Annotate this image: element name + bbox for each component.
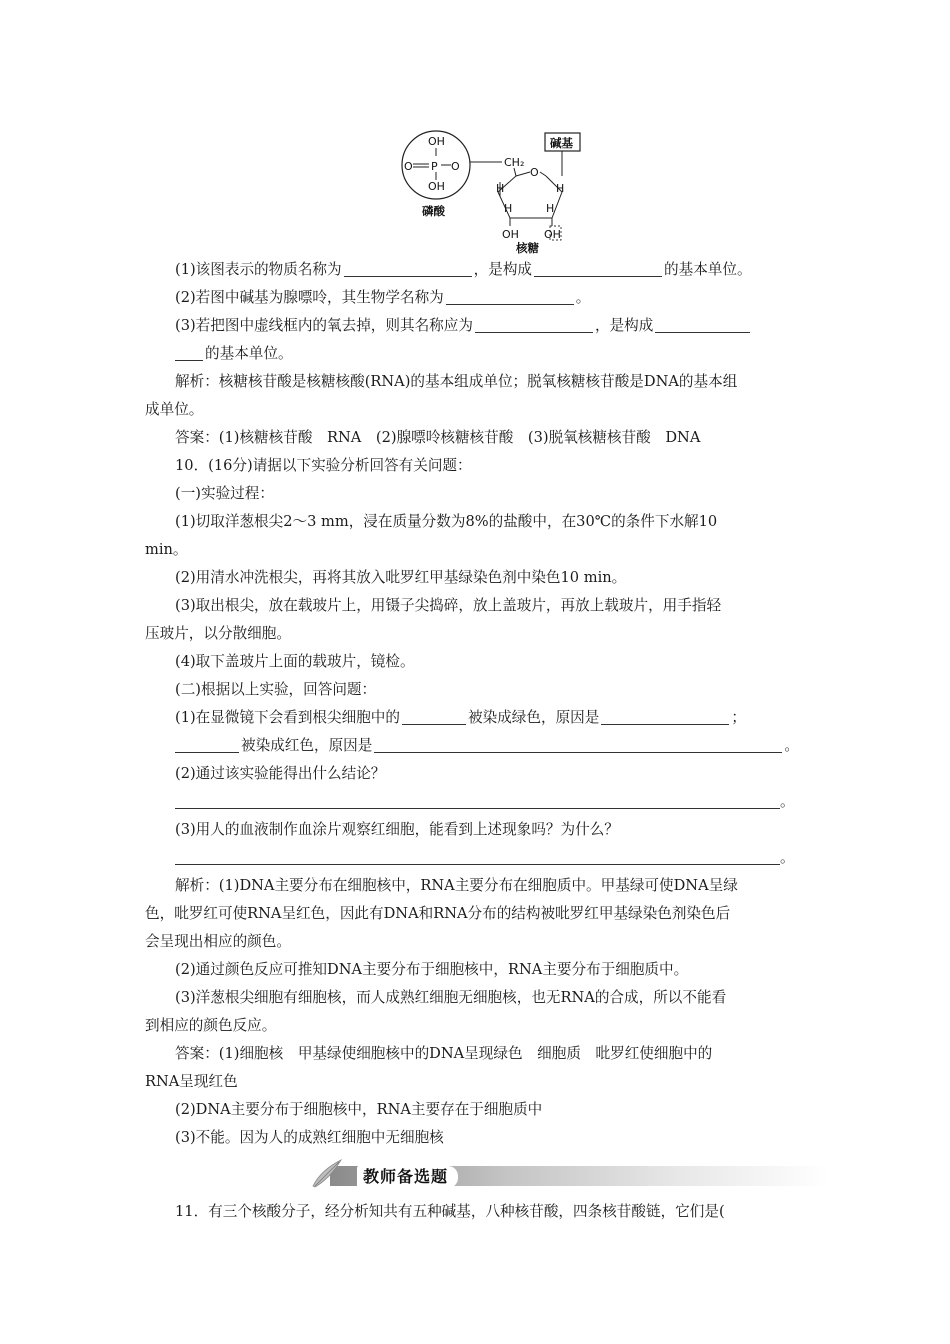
q9-line1 <box>145 256 810 284</box>
phosphate-oh-top: OH <box>428 135 445 148</box>
q9-analysis-line1: 解析：核糖核苷酸是核糖核酸(RNA)的基本组成单位；脱氧核糖核苷酸是DNA的基本组 <box>175 373 738 390</box>
answer-blank[interactable] <box>534 260 662 277</box>
q9-line1-text-b: ，是构成 <box>473 261 533 278</box>
q9-line2-text-b: 。 <box>575 289 591 306</box>
q10-qa1-line1 <box>145 704 810 732</box>
answer-blank[interactable] <box>402 708 466 725</box>
q10-qa1-text-b: 被染成绿色，原因是 <box>468 709 600 726</box>
nucleotide-diagram <box>380 120 620 255</box>
q9-line4-text: 的基本单位。 <box>205 345 293 362</box>
document-body <box>145 256 810 1226</box>
sugar-label: 核糖 <box>516 241 539 255</box>
q11-line1: 11．有三个核酸分子，经分析知共有五种碱基，八种核苷酸，四条核苷酸链，它们是( <box>175 1203 725 1220</box>
answer-blank[interactable] <box>175 736 239 753</box>
q9-answer: 答案：(1)核糖核苷酸 RNA (2)腺嘌呤核糖核苷酸 (3)脱氧核糖核苷酸 DNA <box>175 429 701 446</box>
q10-answer-line1: 答案：(1)细胞核 甲基绿使细胞核中的DNA呈现绿色 细胞质 吡罗红使细胞中的 <box>175 1045 713 1062</box>
q10-qa1-line2 <box>145 732 810 760</box>
q10-step4: (4)取下盖玻片上面的载玻片，镜检。 <box>175 653 415 670</box>
q10-analysis-line1: 解析：(1)DNA主要分布在细胞核中，RNA主要分布在细胞质中。甲基绿可使DNA呈绿 <box>175 877 738 894</box>
q10-qa1-text-e: 。 <box>784 737 799 754</box>
q9-line3-text-a: (3)若把图中虚线框内的氧去掉，则其名称应为 <box>175 317 473 334</box>
q10-analysis-line4: (2)通过颜色反应可推知DNA主要分布于细胞核中，RNA主要分布于细胞质中。 <box>175 961 689 978</box>
q10-qa2-answer-line <box>145 788 810 816</box>
q10-analysis-line5: (3)洋葱根尖细胞有细胞核，而人成熟红细胞无细胞核，也无RNA的合成，所以不能看 <box>175 989 727 1006</box>
h4: H <box>546 202 555 215</box>
answer-blank[interactable] <box>475 316 593 333</box>
q10-qa3-end: 。 <box>780 849 795 866</box>
oh-right: OH <box>544 228 561 241</box>
q9-line4 <box>145 340 810 368</box>
q10-answer-line4: (3)不能。因为人的成熟红细胞中无细胞核 <box>175 1129 444 1146</box>
h3: H <box>504 202 513 215</box>
q9-line2-text-a: (2)若图中碱基为腺嘌呤，其生物学名称为 <box>175 289 444 306</box>
q10-part2: (二)根据以上实验，回答问题： <box>175 681 377 698</box>
phosphate-o-left: O <box>404 160 413 173</box>
teacher-section-banner <box>145 1156 810 1192</box>
q10-qa1-text-c: ； <box>731 709 746 726</box>
q9-line1-text-c: 的基本单位。 <box>664 261 752 278</box>
q10-step2: (2)用清水冲洗根尖，再将其放入吡罗红甲基绿染色剂中染色10 min。 <box>175 569 627 586</box>
ch2-label: CH₂ <box>504 156 525 169</box>
q10-answer-line2: RNA呈现红色 <box>145 1073 238 1090</box>
ring-o: O <box>530 166 539 179</box>
q9-analysis-line2: 成单位。 <box>145 401 204 418</box>
leaf-icon <box>305 1156 345 1192</box>
h1: H <box>496 182 505 195</box>
base-label: 碱基 <box>550 136 573 150</box>
q10-qa2-end: 。 <box>780 793 795 810</box>
q9-line3 <box>145 312 810 340</box>
q10-step3-line2: 压玻片，以分散细胞。 <box>145 625 291 642</box>
answer-blank[interactable] <box>601 708 729 725</box>
q10-qa3: (3)用人的血液制作血涂片观察红细胞，能看到上述现象吗？为什么？ <box>175 821 619 838</box>
q9-line1-text-a: (1)该图表示的物质名称为 <box>175 261 342 278</box>
answer-blank[interactable] <box>374 736 782 753</box>
answer-blank[interactable] <box>344 260 472 277</box>
q10-qa2: (2)通过该实验能得出什么结论？ <box>175 765 386 782</box>
ring-bond-o-right <box>540 172 546 176</box>
banner-title: 教师备选题 <box>357 1166 458 1188</box>
oh-left: OH <box>502 228 519 241</box>
q10-step1-line1: (1)切取洋葱根尖2～3 mm，浸在质量分数为8%的盐酸中，在30℃的条件下水解10 <box>175 513 718 530</box>
answer-blank[interactable] <box>175 344 203 361</box>
q10-step1-line2: min。 <box>145 541 188 558</box>
q10-qa3-answer-line <box>145 844 810 872</box>
q10-analysis-line2: 色，吡罗红可使RNA呈红色，因此有DNA和RNA分布的结构被吡罗红甲基绿染色剂染色后 <box>145 905 731 922</box>
phosphate-oh-bottom: OH <box>428 180 445 193</box>
q10-analysis-line3: 会呈现出相应的颜色。 <box>145 933 291 950</box>
q10-qa1-text-a: (1)在显微镜下会看到根尖细胞中的 <box>175 709 400 726</box>
answer-blank[interactable] <box>175 792 780 809</box>
nucleotide-svg <box>380 120 620 255</box>
q10-title: 10．(16分)请据以下实验分析回答有关问题： <box>175 457 472 474</box>
phosphate-label: 磷酸 <box>422 204 445 218</box>
q10-part1: (一)实验过程： <box>175 485 274 502</box>
q10-analysis-line6: 到相应的颜色反应。 <box>145 1017 277 1034</box>
h2: H <box>556 182 565 195</box>
q9-line3-text-b: ，是构成 <box>594 317 654 334</box>
q9-line2 <box>145 284 810 312</box>
q10-qa1-text-d: 被染成红色，原因是 <box>241 737 373 754</box>
q10-answer-line3: (2)DNA主要分布于细胞核中，RNA主要存在于细胞质中 <box>175 1101 543 1118</box>
phosphate-o-right: O <box>451 160 460 173</box>
answer-blank[interactable] <box>446 288 574 305</box>
answer-blank[interactable] <box>175 848 780 865</box>
ring-bond-o-left <box>516 172 530 176</box>
q10-step3-line1: (3)取出根尖，放在载玻片上，用镊子尖捣碎，放上盖玻片，再放上载玻片，用手指轻 <box>175 597 722 614</box>
phosphate-p: P <box>431 160 438 173</box>
answer-blank[interactable] <box>655 316 750 333</box>
